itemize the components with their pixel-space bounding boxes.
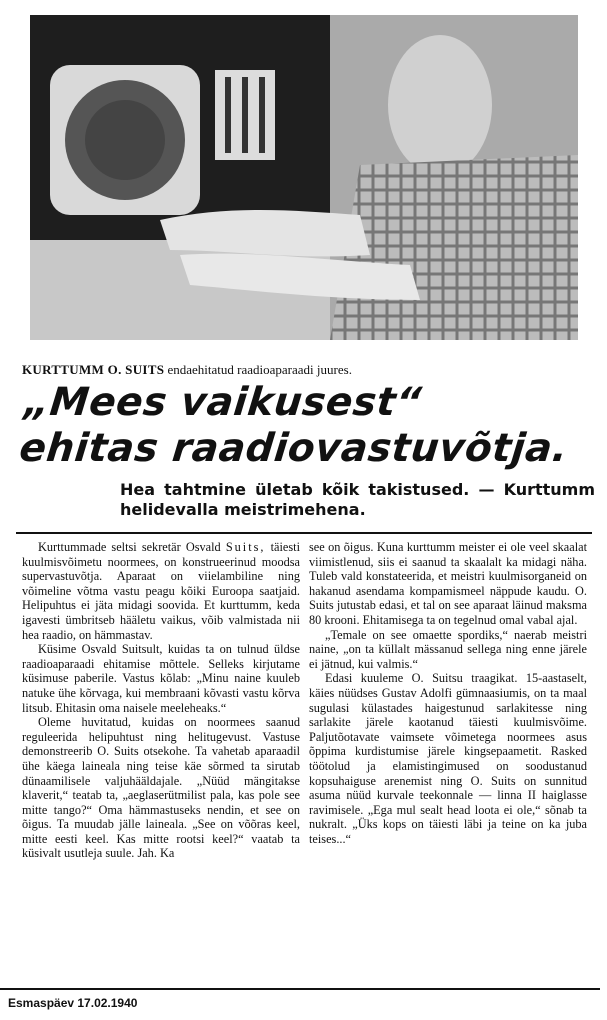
col1-paragraph-1 [22, 540, 300, 642]
bottom-rule [0, 988, 600, 990]
article-subheadline: Hea tahtmine ületab kõik takistused. — Kurttumm helidevalla meistrimehena. [120, 480, 595, 519]
col2-paragraph-2: „Temale on see omaette spordiks,“ naerab meistri naine, „on ta küllalt mässanud sellega ning enne järele ei jätnud, kui valmis.“ [309, 627, 587, 671]
divider-rule [16, 532, 592, 534]
news-photo [30, 15, 578, 340]
col1-p1-rest: täiesti kuulmisvõimetu noormees, on konstrueerinud moodsa supervastuvõtja. Aparaat on viielambiline ning võimeline võtma vastu peagu kõiki Euroopa saatjaid. Helipuhtus ei jäta midagi soovida. Et kurttumm, keda igavesti ümbritseb hääletu vaikus, võib valmistada nii hea raadio, on hämmastav. [22, 540, 300, 642]
col1-p1-name: Suits, [225, 540, 266, 554]
col2-paragraph-1: see on õigus. Kuna kurttumm meister ei ole veel skaalat viimistlenud, siis ei saanud ta skaalalt ka midagi näha. Tuleb vald konstateerida, et meistri kuulmisorganeid on hakanud asendama kompamismeel näppude kaudu. O. Suits jutustab edasi, et tal on see aparaat läinud maksma 80 krooni. Ehitamisega ta on tegelnud omal vabal ajal. [309, 540, 587, 627]
headline-line-1: „Mees vaikusest“ [22, 380, 424, 425]
col1-p1-start: Kurttummade seltsi sekretär Osvald [38, 540, 226, 554]
article-headline [17, 380, 602, 472]
headline-line-2: ehitas raadiovastuvõtja. [17, 426, 571, 471]
text-column-1 [22, 540, 300, 861]
col2-paragraph-3: Edasi kuuleme O. Suitsu traagikat. 15-aastaselt, käies nüüdses Gustav Adolfi gümnaasiumis, on ta maal sugulasi külastades haigestunud sarlakitesse ning sarlakite järele kaotanud täiesti kuulmisvõime. Paljutõotavate vaimsete võimetega noormees asus õppima kurdistumise järele kingsepaametit. Rasked töötolud ja elamistingimused on soodustanud kopsuhaiguse arenemist ning O. Suits on sunnitud asuma nüüd kurvale teekonnale — linna II haiglasse ravimisele. „Ega mul sealt head loota ei ole,“ sõnab ta nukralt. „Üks kops on täiesti läbi ja teine on ka juba teises...“ [309, 671, 587, 846]
col1-paragraph-2: Küsime Osvald Suitsult, kuidas ta on tulnud üldse raadioaparaadi ehitamise mõttele. Selleks kirjutame küsimuse paberile. Vastus kõlab: „Minu naine kuuleb natuke ühe kõrvaga, kui membraani kõvasti vastu kõrva litsub. Ehitasin oma naisele meeleheaks.“ [22, 642, 300, 715]
caption-lead: KURTTUMM O. SUITS [22, 362, 165, 377]
publication-date: Esmaspäev 17.02.1940 [8, 996, 138, 1010]
col1-paragraph-3: Oleme huvitatud, kuidas on noormees saanud reguleerida helipuhtust ning helitugevust. Vastuse demonstreerib O. Suits otsekohe. Ta vahetab aparaadil ühe käega laineala ning teise käe sõrmed ta sirutab dünaamilisele valjuhääldajale. „Nüüd mängitakse klaverit,“ teatab ta, „aeglaserütmilist pala, kas pole see mitte tango?“ Oma hämmastuseks nendin, et see on õigus. Ta muudab jälle laineala. „See on võõras keel, mitte eesti keel. Kas mitte rootsi keel?“ vaatab ta küsivalt usutleja suule. Jah. Ka [22, 715, 300, 861]
photo-caption [22, 362, 582, 377]
radio-photo-illustration [30, 15, 578, 340]
caption-rest: endaehitatud raadioaparaadi juures. [164, 362, 352, 377]
text-column-2 [309, 540, 587, 846]
